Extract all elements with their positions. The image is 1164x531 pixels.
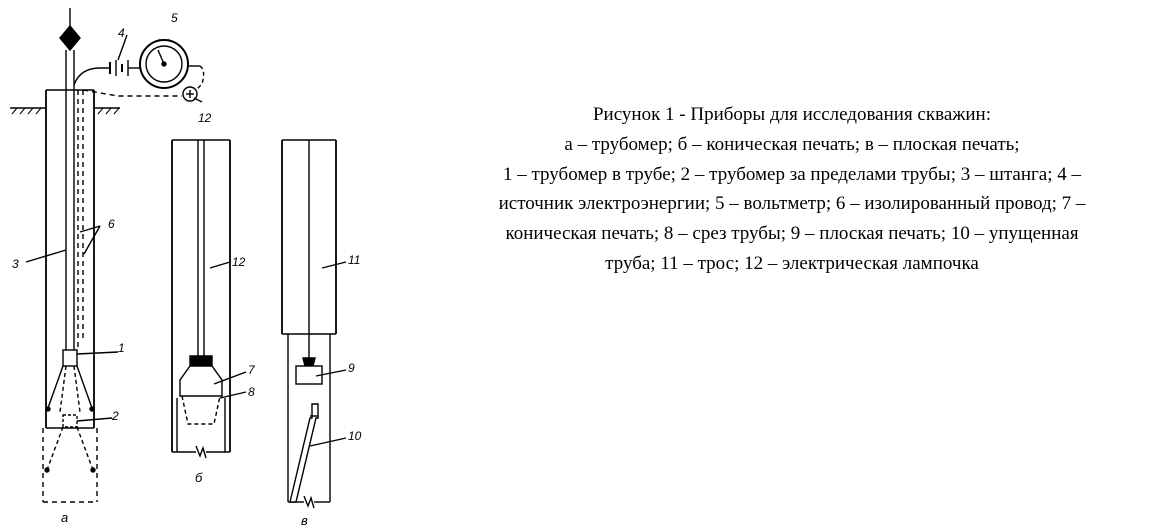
label-9: 9	[348, 361, 355, 375]
label-6: 6	[108, 217, 115, 231]
label-1: 1	[118, 341, 125, 355]
caption-line: труба; 11 – трос; 12 – электрическая лампочка	[605, 253, 979, 275]
figure-caption	[420, 100, 1164, 279]
label-2: 2	[112, 409, 119, 423]
conical-impression-assembly	[172, 140, 246, 458]
label-5: 5	[171, 11, 178, 25]
label-7: 7	[248, 363, 255, 377]
caption-line: а – трубомер; б – коническая печать; в – плоская печать;	[564, 133, 1020, 155]
caption-line: 1 – трубомер в трубе; 2 – трубомер за пределами трубы; 3 – штанга; 4 –	[503, 163, 1081, 185]
label-12-lamp: 12	[198, 111, 212, 125]
caption-line: источник электроэнергии; 5 – вольтметр; 6 – изолированный провод; 7 –	[498, 193, 1086, 215]
caption-line: коническая печать; 8 – срез трубы; 9 – плоская печать; 10 – упущенная	[505, 223, 1079, 245]
sub-label-v: в	[301, 513, 308, 528]
sub-label-a: а	[61, 510, 69, 525]
pipe-gauge-assembly	[10, 8, 204, 502]
label-11: 11	[348, 253, 361, 267]
label-8: 8	[248, 385, 255, 399]
well-instruments-drawing	[0, 0, 420, 531]
caption-title: Рисунок 1 - Приборы для исследования скважин:	[592, 104, 991, 125]
label-4: 4	[118, 26, 125, 40]
label-3: 3	[12, 257, 19, 271]
sub-figure-labels	[61, 470, 308, 528]
sub-label-b: б	[195, 470, 203, 485]
flat-impression-assembly	[282, 140, 346, 508]
label-12-b: 12	[232, 255, 246, 269]
label-10: 10	[348, 429, 362, 443]
